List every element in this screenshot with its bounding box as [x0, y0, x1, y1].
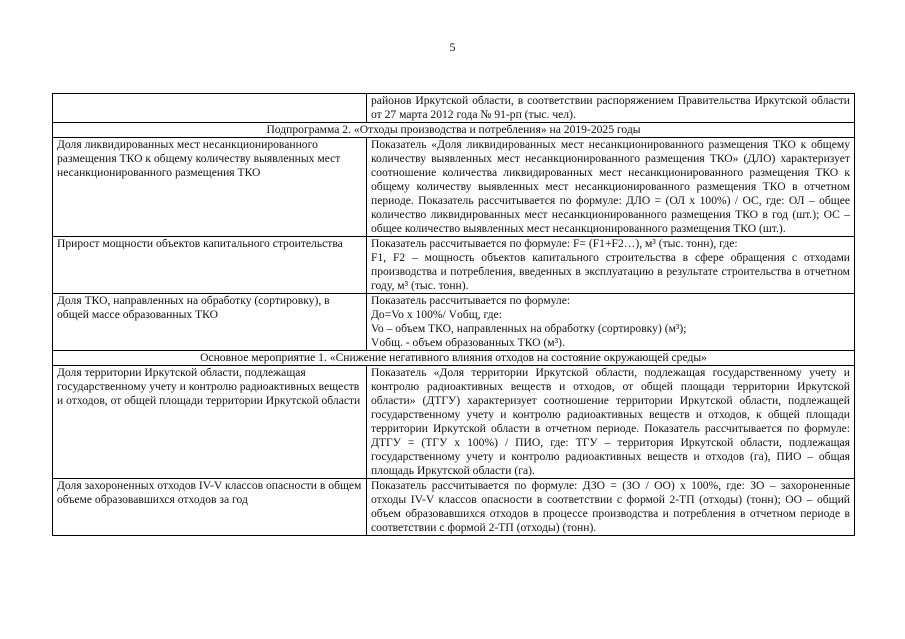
section-heading: Основное мероприятие 1. «Снижение негативного влияния отходов на состояние окружающей среды» [53, 351, 855, 366]
description-paragraph: Показатель рассчитывается по формуле: [371, 294, 571, 307]
description-paragraph: F1, F2 – мощность объектов капитального строительства в сфере обращения с отходами производства и потребления, введенных в эксплуатацию в результате строительства в отчетном году, м³ (тыс. тонн). [371, 251, 850, 292]
indicators-table [52, 93, 855, 536]
indicator-description-cell [367, 479, 855, 536]
table-row [53, 366, 855, 479]
table-row [53, 237, 855, 294]
indicator-description-cell [367, 237, 855, 294]
description-paragraph: Показатель рассчитывается по формуле: ДЗО = (ЗО / ОО) х 100%, где: ЗО – захороненные отходы IV-V классов опасности в соответствии с формой 2-ТП (отходы) (тонн); ОО – общий объем образовавшихся отходов в процессе производства и потребления в отчетном периоде в соответствии с формой 2-ТП (отходы) (тонн). [371, 479, 850, 534]
description-paragraph: Показатель «Доля территории Иркутской области, подлежащая государственному учету и контролю радиоактивных веществ и отходов, от общей площади территории Иркутской области» (ДТГУ) характеризует соотношение территории Иркутской области, подлежащей государственному учету и контролю радиоактивных веществ и отходов, к общей площади территории Иркутской области в отчетном периоде. Показатель рассчитывается по формуле: ДТГУ = (ТГУ х 100%) / ПИО, где: ТГУ – территория Иркутской области, подлежащая государственному учету и контролю радиоактивных веществ и отходов (га), ПИО – общая площадь Иркутской области (га). [371, 366, 850, 477]
description-paragraph: Vобщ. - объем образованных ТКО (м³). [371, 336, 565, 349]
indicator-name-cell: Доля территории Иркутской области, подлежащая государственному учету и контролю радиоактивных веществ и отходов, от общей площади территории Иркутской области [53, 366, 367, 479]
indicator-name-cell: Доля захороненных отходов IV-V классов опасности в общем объеме образовавшихся отходов за год [53, 479, 367, 536]
indicator-description-cell [367, 294, 855, 351]
indicator-description-cell [367, 366, 855, 479]
table-row [53, 138, 855, 237]
description-paragraph: районов Иркутской области, в соответствии распоряжением Правительства Иркутской области от 27 марта 2012 года № 91-рп (тыс. чел). [371, 94, 850, 121]
section-row [53, 123, 855, 138]
indicator-name-cell [53, 94, 367, 123]
indicator-name-cell: Прирост мощности объектов капитального строительства [53, 237, 367, 294]
section-row [53, 351, 855, 366]
description-paragraph: Показатель рассчитывается по формуле: F= (F1+F2…), м³ (тыс. тонн), где: [371, 237, 738, 250]
table-row [53, 479, 855, 536]
description-paragraph: Vo – объем ТКО, направленных на обработку (сортировку) (м³); [371, 322, 687, 335]
table-row [53, 294, 855, 351]
indicator-name-cell: Доля ликвидированных мест несанкционированного размещения ТКО к общему количеству выявленных мест несанкционированного размещения ТКО [53, 138, 367, 237]
section-heading: Подпрограмма 2. «Отходы производства и потребления» на 2019-2025 годы [53, 123, 855, 138]
page-number: 5 [449, 40, 456, 54]
indicator-description-cell [367, 94, 855, 123]
description-paragraph: До=Vo х 100%/ Vобщ, где: [371, 308, 502, 321]
table-row [53, 94, 855, 123]
indicator-name-cell: Доля ТКО, направленных на обработку (сортировку), в общей массе образованных ТКО [53, 294, 367, 351]
description-paragraph: Показатель «Доля ликвидированных мест несанкционированного размещения ТКО к общему количеству выявленных мест несанкционированного размещения ТКО» (ДЛО) характеризует соотношение количества ликвидированных мест несанкционированного размещения ТКО к общему количеству выявленных мест несанкционированного размещения ТКО в отчетном периоде. Показатель рассчитывается по формуле: ДЛО = (ОЛ х 100%) / ОС, где: ОЛ – общее количество ликвидированных мест несанкционированного размещения ТКО в год (шт.); ОС – общее количество выявленных мест несанкционированного размещения ТКО (шт.). [371, 138, 850, 235]
indicator-description-cell [367, 138, 855, 237]
